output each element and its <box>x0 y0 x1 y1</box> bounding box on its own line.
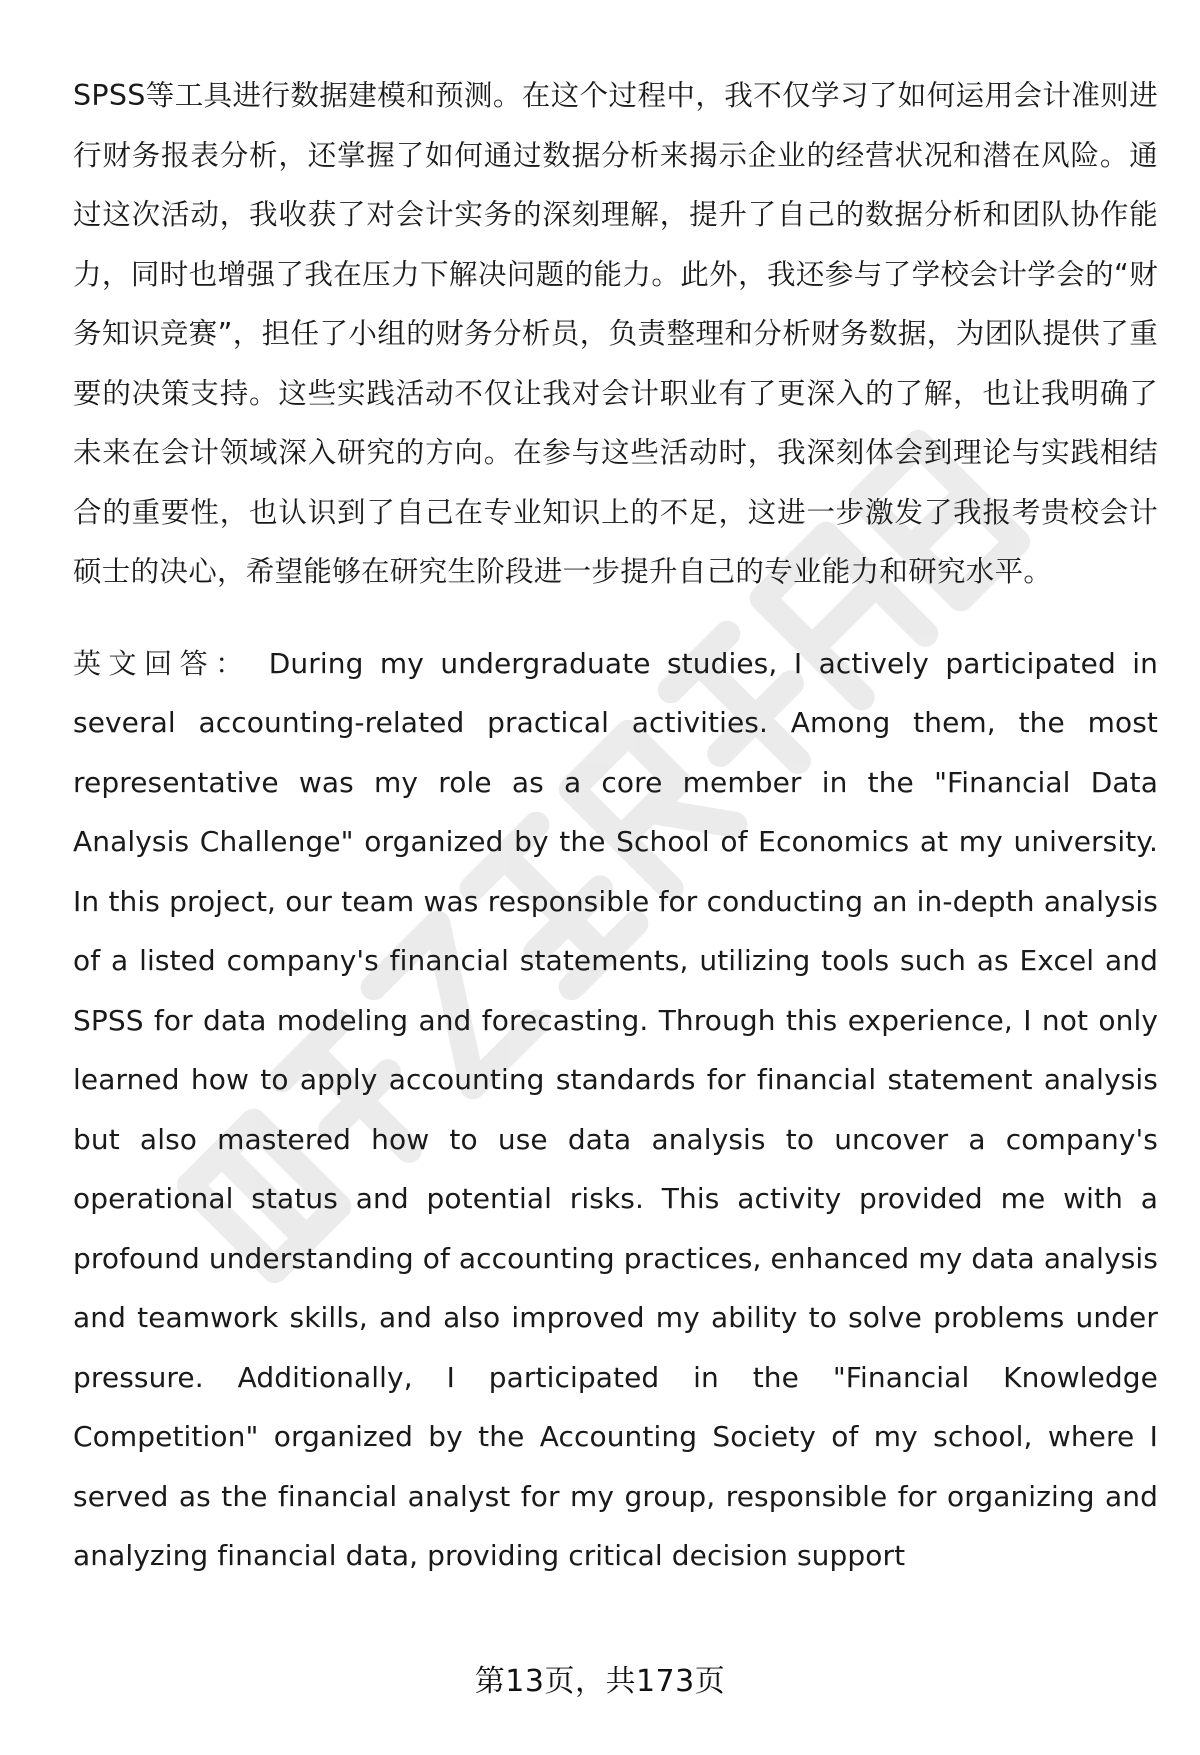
document-body <box>73 66 1158 1586</box>
english-answer-paragraph <box>73 634 1158 1586</box>
english-answer-text: During my undergraduate studies, I actively participated in several accounting-related practical activities. Among them, the most representative was my role as a core member in the "Financial Data Analysis Challenge" organized by the School of Economics at my university. In this project, our team was responsible for conducting an in-depth analysis of a listed company's financial statements, utilizing tools such as Excel and SPSS for data modeling and forecasting. Through this experience, I not only learned how to apply accounting standards for financial statement analysis but also mastered how to use data analysis to uncover a company's operational status and potential risks. This activity provided me with a profound understanding of accounting practices, enhanced my data analysis and teamwork skills, and also improved my ability to solve problems under pressure. Additionally, I participated in the "Financial Knowledge Competition" organized by the Accounting Society of my school, where I served as the financial analyst for my group, responsible for organizing and analyzing financial data, providing critical decision support <box>73 646 1158 1572</box>
english-answer-label: 英文回答： <box>73 646 251 680</box>
page-number-footer: 第13页，共173页 <box>474 1664 726 1699</box>
chinese-answer-paragraph: SPSS等工具进行数据建模和预测。在这个过程中，我不仅学习了如何运用会计准则进行财务报表分析，还掌握了如何通过数据分析来揭示企业的经营状况和潜在风险。通过这次活动，我收获了对会计实务的深刻理解，提升了自己的数据分析和团队协作能力，同时也增强了我在压力下解决问题的能力。此外，我还参与了学校会计学会的“财务知识竞赛”，担任了小组的财务分析员，负责整理和分析财务数据，为团队提供了重要的决策支持。这些实践活动不仅让我对会计职业有了更深入的了解，也让我明确了未来在会计领域深入研究的方向。在参与这些活动时，我深刻体会到理论与实践相结合的重要性，也认识到了自己在专业知识上的不足，这进一步激发了我报考贵校会计硕士的决心，希望能够在研究生阶段进一步提升自己的专业能力和研究水平。 <box>73 79 1158 588</box>
